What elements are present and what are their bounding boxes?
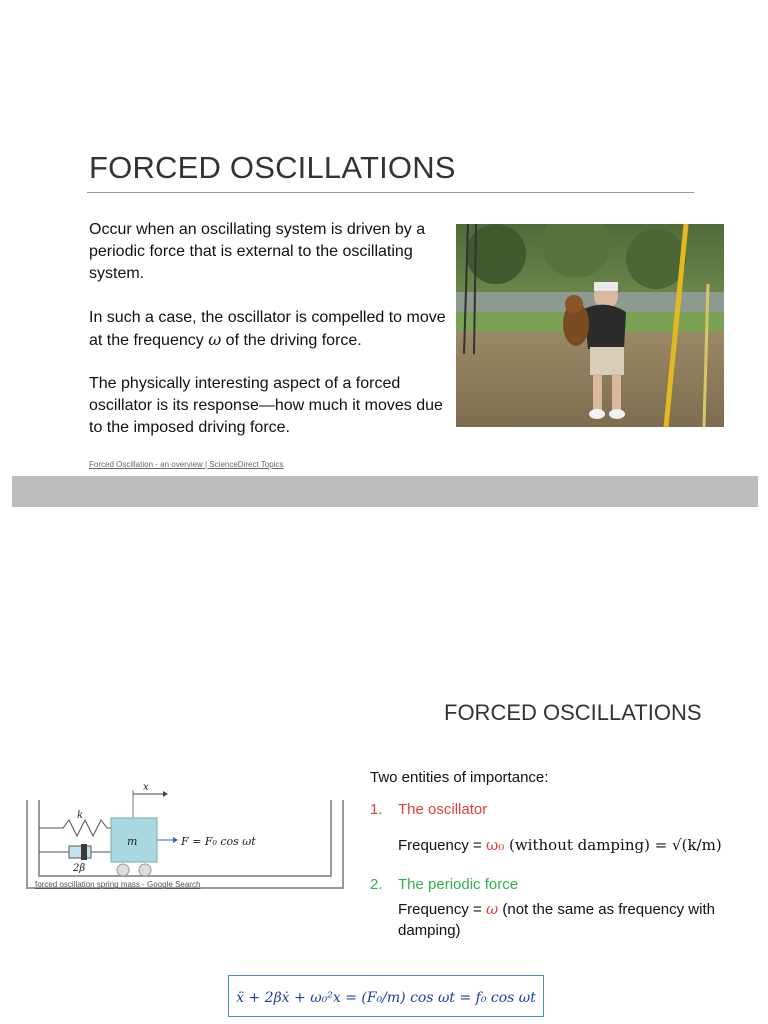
p2-text-b: of the driving force. xyxy=(221,332,362,349)
swing-photo xyxy=(456,224,724,427)
oscillator-frequency xyxy=(398,836,722,854)
paragraph-definition: Occur when an oscillating system is driven by a periodic force that is external to the oscillating system. xyxy=(89,221,426,282)
p2-text-a: In such a case, the oscillator is compelled to move at the frequency xyxy=(89,309,446,349)
title-divider xyxy=(87,192,694,193)
slide-1 xyxy=(0,0,768,476)
source-link-sciencedirect[interactable]: Forced Oscillation - an overview | ScienceDirect Topics xyxy=(89,460,284,469)
item-1-label: The oscillator xyxy=(398,801,488,818)
label-x: x xyxy=(143,782,149,793)
label-force: F = F₀ cos ωt xyxy=(181,835,256,848)
item-2-label: The periodic force xyxy=(398,876,519,893)
intro-text: Two entities of importance: xyxy=(370,769,549,786)
equation-graphic xyxy=(229,976,543,1016)
equation-of-motion xyxy=(228,975,544,1017)
omega-symbol-2: ω xyxy=(485,900,499,918)
label-m: m xyxy=(127,835,138,848)
freq2-prefix: Frequency = xyxy=(398,901,486,918)
paragraph-response: The physically interesting aspect of a forced oscillator is its response—how much it moves due to the imposed driving force. xyxy=(89,375,443,436)
source-link-google-search[interactable]: forced oscillation spring mass - Google Search xyxy=(35,880,201,889)
equation-text: ẍ + 2βẋ + ω₀²x = (F₀/m) cos ωt = f₀ cos ωt xyxy=(236,990,536,1006)
force-frequency xyxy=(398,899,738,941)
freq1-prefix: Frequency = xyxy=(398,837,486,854)
spring-mass-diagram xyxy=(25,778,345,895)
label-k: k xyxy=(77,810,84,821)
list-item-oscillator xyxy=(370,801,487,818)
omega0-symbol: ω₀ xyxy=(485,836,505,854)
slide-2-title: FORCED OSCILLATIONS xyxy=(444,700,702,725)
freq1-rest: (without damping) = √(k/m) xyxy=(504,836,722,854)
freq2-rest: (not the same as frequency with damping) xyxy=(398,901,715,939)
list-item-periodic-force xyxy=(370,876,518,893)
paragraph-frequency xyxy=(89,307,449,352)
item-1-number: 1. xyxy=(370,801,383,818)
spring-mass-illustration xyxy=(25,778,345,895)
label-2beta: 2β xyxy=(73,863,86,874)
slide-separator-band xyxy=(12,476,758,507)
item-2-number: 2. xyxy=(370,876,383,893)
slide-2 xyxy=(0,507,768,1024)
omega-symbol: ω xyxy=(208,330,222,349)
swing-photo-illustration xyxy=(456,224,724,427)
slide-1-title: FORCED OSCILLATIONS xyxy=(89,150,456,185)
